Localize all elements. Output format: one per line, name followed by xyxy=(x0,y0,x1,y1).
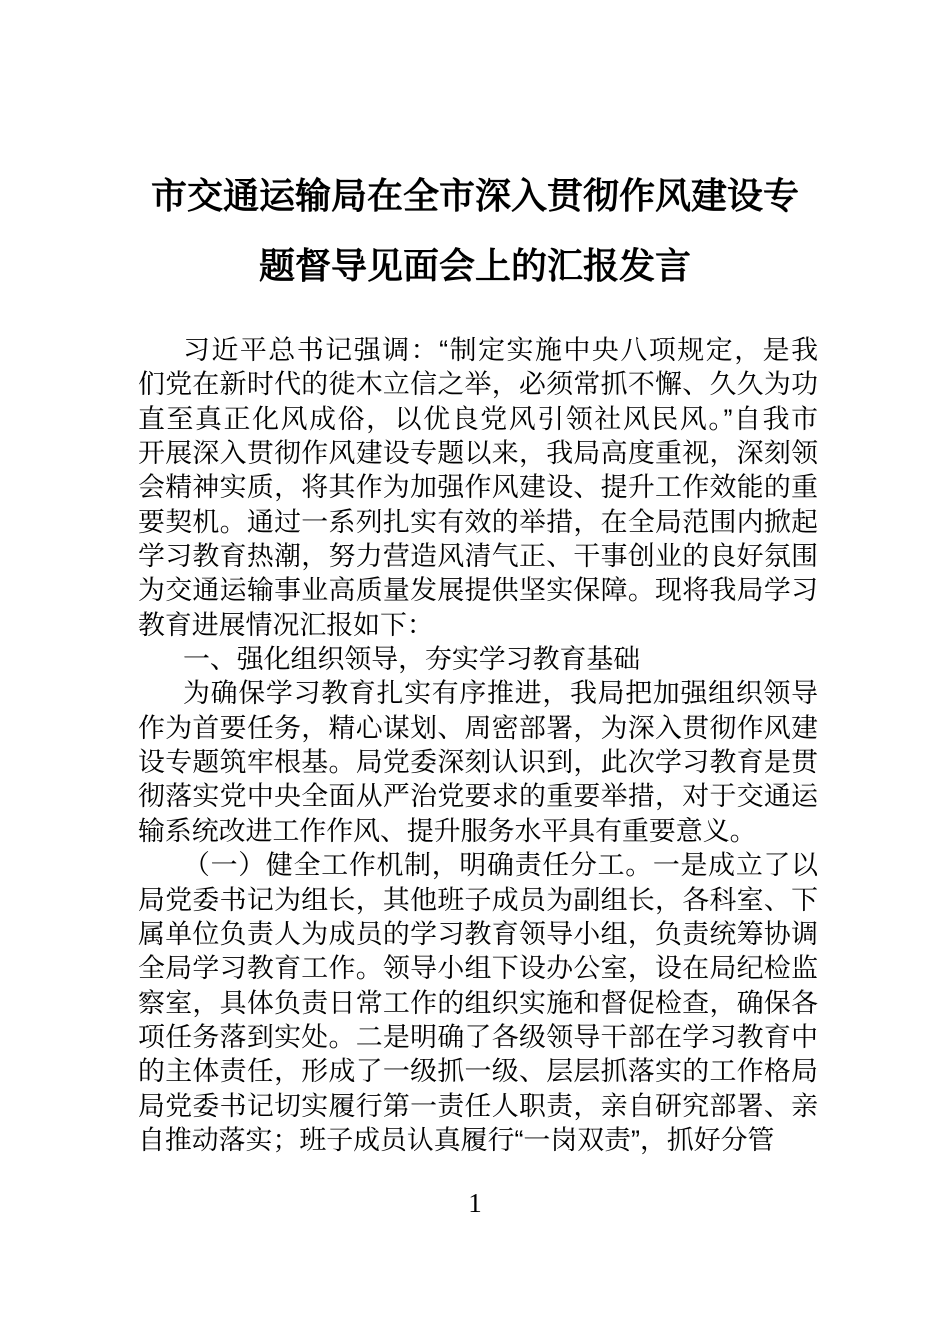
body-text-line: 自推动落实；班子成员认真履行“一岗双责”，抓好分管 xyxy=(138,1124,775,1155)
body-text-line: 为交通运输事业高质量发展提供坚实保障。现将我局学习 xyxy=(138,575,818,606)
body-text-line: 设专题筑牢根基。局党委深刻认识到，此次学习教育是贯 xyxy=(138,747,818,778)
section-heading: 一、强化组织领导，夯实学习教育基础 xyxy=(183,644,641,675)
body-text-line: 习近平总书记强调：“制定实施中央八项规定，是我 xyxy=(183,335,818,365)
body-text-line: 开展深入贯彻作风建设专题以来，我局高度重视，深刻领 xyxy=(138,438,818,469)
page-number: 1 xyxy=(468,1188,482,1218)
body-text-line: 学习教育热潮，努力营造风清气正、干事创业的良好氛围 xyxy=(138,541,818,572)
body-text-line: 输系统改进工作作风、提升服务水平具有重要意义。 xyxy=(138,815,757,846)
body-text-line: 属单位负责人为成员的学习教育领导小组，负责统筹协调 xyxy=(138,918,818,949)
body-text-line: 要契机。通过一系列扎实有效的举措，在全局范围内掀起 xyxy=(138,506,818,537)
body-text-line: 的主体责任，形成了一级抓一级、层层抓落实的工作格局 xyxy=(138,1056,818,1087)
body-text-line: 教育进展情况汇报如下： xyxy=(138,609,434,640)
body-text-line: 会精神实质，将其作为加强作风建设、提升工作效能的重 xyxy=(138,472,818,503)
body-text-line: 局党委书记为组长，其他班子成员为副组长，各科室、下 xyxy=(138,884,818,915)
body-text-line: 为确保学习教育扎实有序推进，我局把加强组织领导 xyxy=(183,678,818,709)
body-text-line: 察室，具体负责日常工作的组织实施和督促检查，确保各 xyxy=(138,987,818,1018)
body-text-line: 全局学习教育工作。领导小组下设办公室，设在局纪检监 xyxy=(138,953,818,984)
body-text-line: 彻落实党中央全面从严治党要求的重要举措，对于交通运 xyxy=(138,781,818,812)
body-text-line: 项任务落到实处。二是明确了各级领导干部在学习教育中 xyxy=(138,1021,818,1052)
body-text-line: 们党在新时代的徙木立信之举，必须常抓不懈、久久为功 xyxy=(138,369,818,400)
body-text-line: 作为首要任务，精心谋划、周密部署，为深入贯彻作风建 xyxy=(138,712,818,743)
body-text-line: （一）健全工作机制，明确责任分工。一是成立了以 xyxy=(183,850,818,881)
document-title: 市交通运输局在全市深入贯彻作风建设专题督导见面会上的汇报发言 xyxy=(150,175,799,286)
document-body xyxy=(138,333,818,1157)
body-text-line: 直至真正化风成俗，以优良党风引领社风民风。”自我市 xyxy=(138,403,818,434)
body-text-line: 局党委书记切实履行第一责任人职责，亲自研究部署、亲 xyxy=(138,1090,818,1121)
